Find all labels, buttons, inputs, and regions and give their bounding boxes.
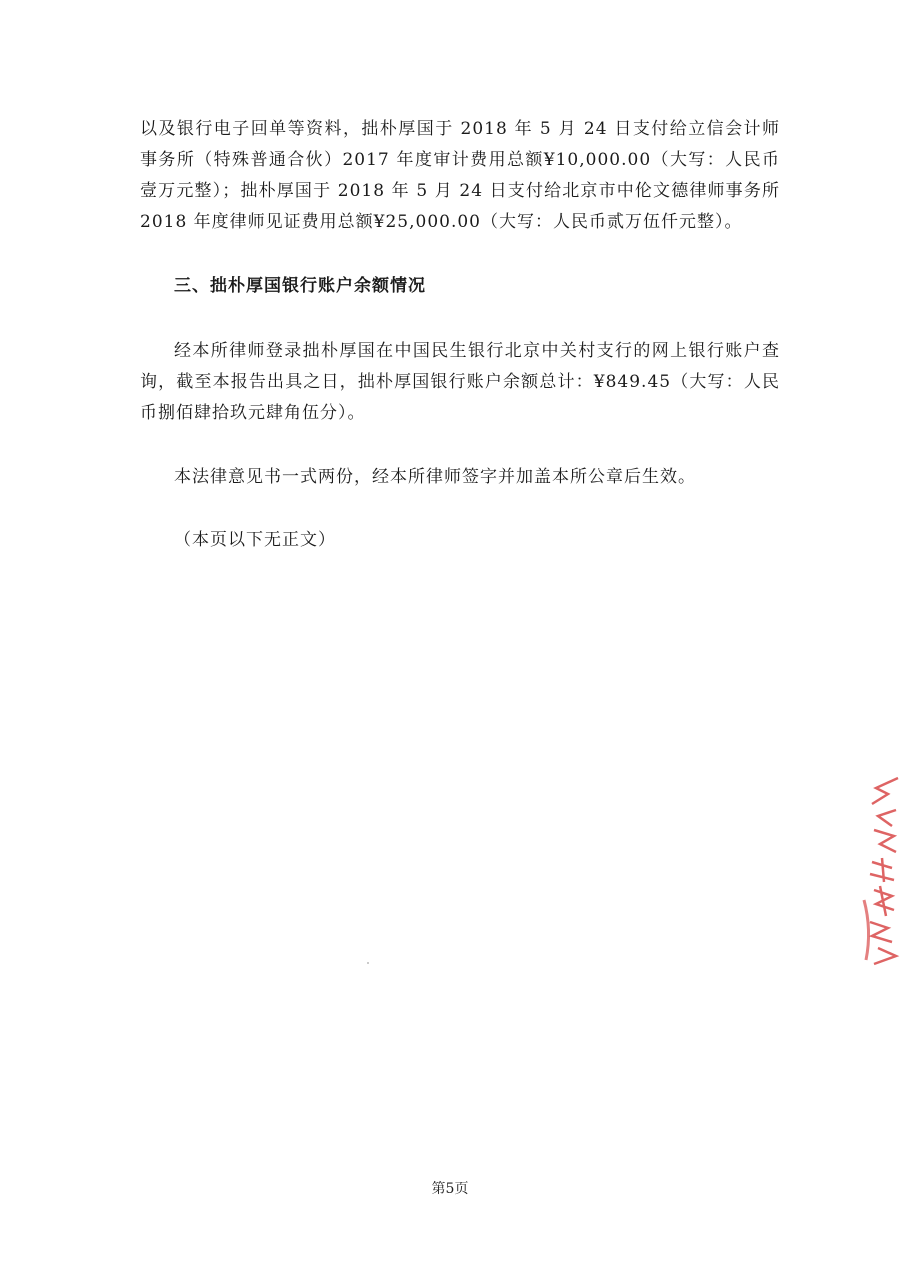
- paragraph-validity: 本法律意见书一式两份，经本所律师签字并加盖本所公章后生效。: [174, 467, 696, 487]
- section-heading-bank-balance: 三、拙朴厚国银行账户余额情况: [174, 276, 426, 296]
- paragraph-bank-balance: 经本所律师登录拙朴厚国在中国民生银行北京中关村支行的网上银行账户查询，截至本报告出具之日，拙朴厚国银行账户余额总计：¥849.45（大写：人民币捌佰肆拾玖元肆角伍分）。: [140, 341, 780, 423]
- scan-speck: [367, 962, 369, 964]
- paragraph-no-text-below: （本页以下无正文）: [174, 530, 336, 550]
- paragraph-fees: 以及银行电子回单等资料，拙朴厚国于 2018 年 5 月 24 日支付给立信会计师事务所（特殊普通合伙）2017 年度审计费用总额¥10,000.00（大写：人民币壹万元整）；拙朴厚国于 2018 年 5 月 24 日支付给北京市中伦文德律师事务所 2018 年度律师见证费用总额¥25,000.00（大写：人民币贰万伍仟元整）。: [140, 119, 780, 232]
- seal-stamp-icon: [858, 770, 900, 970]
- page-number: 第5页: [431, 1181, 469, 1197]
